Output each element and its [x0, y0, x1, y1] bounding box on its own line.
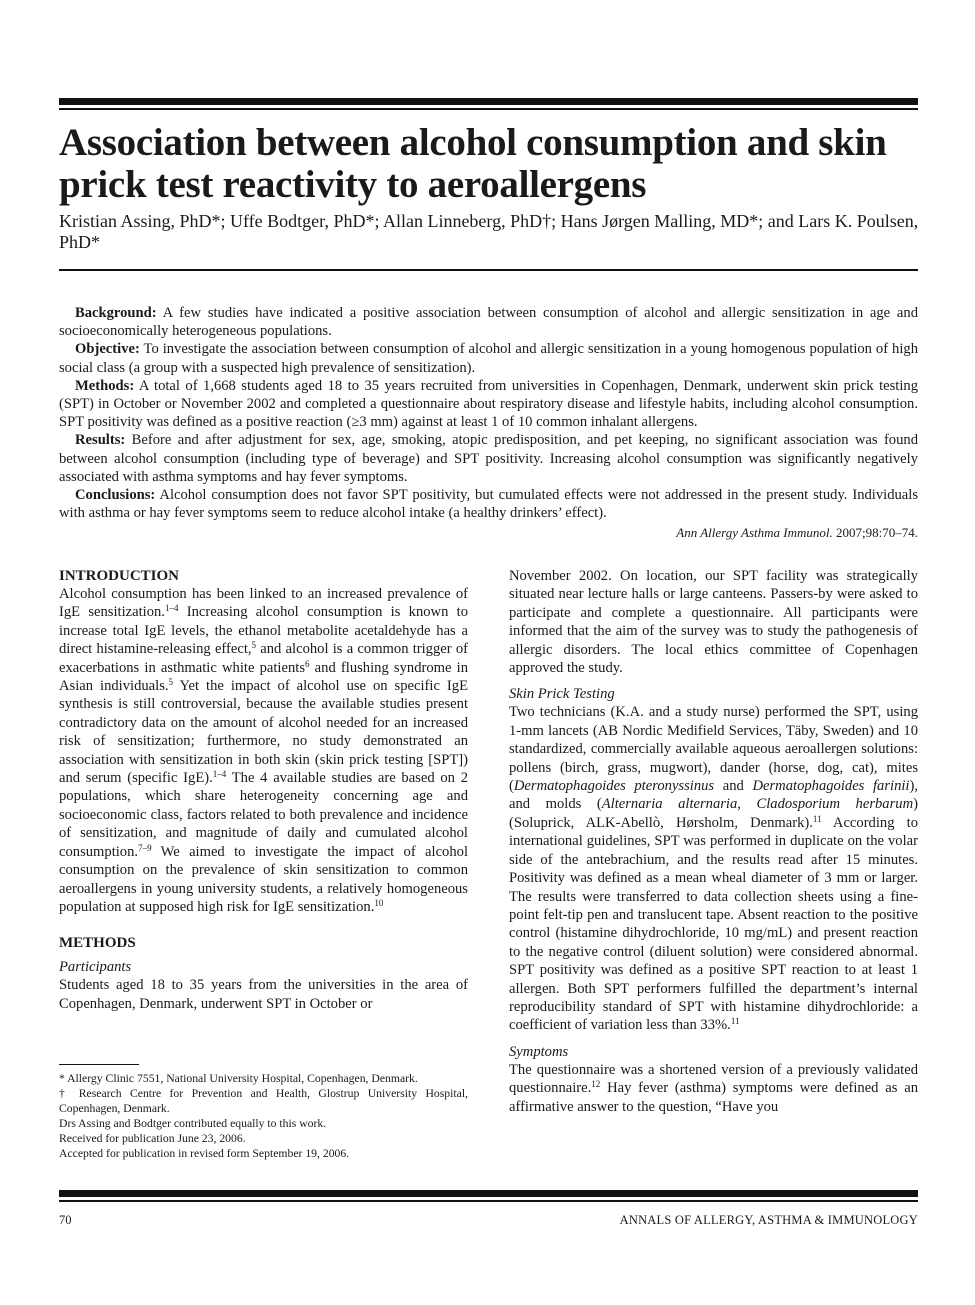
species-name: Alternaria alternaria, Cladosporium herbarum: [601, 796, 914, 813]
body-text: Alcohol consumption has been linked to an increased prevalence of IgE sensitization.: [59, 586, 468, 621]
abstract: [59, 304, 918, 522]
abstract-objective: [59, 340, 918, 376]
citation-ref: 1–4: [164, 603, 179, 614]
spacer: [509, 677, 918, 685]
footnote-received: Received for publication June 23, 2006.: [59, 1132, 246, 1145]
abstract-label: Methods:: [75, 377, 135, 394]
species-name: Dermatophagoides farinii: [752, 778, 910, 795]
spacer: [59, 916, 468, 934]
abstract-label: Results:: [75, 432, 126, 449]
abstract-label: Background:: [75, 305, 157, 321]
body-text: According to international guidelines, SPT was performed in duplicate on the volar side of the antebrachium, and the results read after 15 minutes. Positivity was defined as a mean wheal diameter of 3 mm or larger. The results were transferred to data collection sheets using a fine-point felt-tip pen and translucent tape. Absent reaction to the positive control (histamine dihydrochloride, 10 mg/mL) and present reaction to the negative control (diluent solution) were considered abnormal. SPT positivity was defined as a positive SPT reaction to at least 1 allergen. Both SPT performers fulfilled the department’s internal reproducibility standard of SPT with histamine dihydrochloride: a coefficient of variation less than 33%.: [509, 814, 918, 1034]
footnote-affiliation-2: † Research Centre for Prevention and Health, Glostrup University Hospital, Copenhagen, Denmark.: [59, 1087, 468, 1115]
citation-ref: 1–4: [212, 769, 227, 780]
section-heading-introduction: INTRODUCTION: [59, 568, 180, 584]
body-text: The questionnaire was a shortened version of a previously validated questionnaire.: [509, 1061, 918, 1097]
footnote-equal-contribution: Drs Assing and Bodtger contributed equally to this work.: [59, 1117, 327, 1130]
running-footer-journal: ANNALS OF ALLERGY, ASTHMA & IMMUNOLOGY: [619, 1213, 918, 1227]
participants-paragraph: Students aged 18 to 35 years from the universities in the area of Copenhagen, Denmark, underwent SPT in October or: [59, 977, 468, 1012]
footnotes: [59, 1071, 468, 1161]
abstract-label: Conclusions:: [75, 487, 156, 504]
title-divider-rule: [59, 269, 918, 271]
body-text: ) (Soluprick, ALK-Abellò, Hørsholm, Denmark).: [509, 796, 918, 831]
header-thick-rule: [59, 98, 918, 105]
abstract-text: Before and after adjustment for sex, age, smoking, atopic predisposition, and pet keeping, no significant association was found between alcohol consumption (including type of beverage) and SPT positivity. Increasing alcohol consumption was significantly negatively associated with asthma symptoms and hay fever symptoms.: [59, 432, 918, 485]
subsection-heading-participants: Participants: [59, 959, 132, 976]
abstract-background: [59, 304, 918, 340]
citation-ref: 5: [168, 677, 174, 688]
subsection-heading-skin-prick-testing: Skin Prick Testing: [509, 686, 615, 703]
footnote-affiliation-1: * Allergy Clinic 7551, National University Hospital, Copenhagen, Denmark.: [59, 1072, 418, 1085]
body-text: The 4 available studies are based on 2 populations, which share heterogeneity concerning age and socioeconomic class, factors related to both prevalence and incidence of sensitization, and magnitude of daily and cumulated alcohol consumption.: [59, 770, 468, 860]
body-text: We aimed to investigate the impact of alcohol consumption on the prevalence of skin sensitization to common aeroallergens in young university students, a relatively homogeneous population at supposed high risk for IgE sensitization.: [59, 843, 468, 915]
author-list: Kristian Assing, PhD*; Uffe Bodtger, PhD*; Allan Linneberg, PhD†; Hans Jørgen Malling, MD*; and Lars K. Poulsen, PhD*: [59, 211, 919, 252]
spacer: [509, 1035, 918, 1043]
article-title: Association between alcohol consumption and skin prick test reactivity to aeroallergens: [59, 121, 887, 206]
abstract-text: To investigate the association between consumption of alcohol and allergic sensitization in a young homogenous population of high social class (a group with a suspected high prevalence of sensitization).: [59, 341, 918, 376]
body-text: and alcohol is a common trigger of exacerbations in asthmatic white patients: [59, 641, 468, 676]
footnote-accepted: Accepted for publication in revised form September 19, 2006.: [59, 1147, 350, 1160]
citation-journal: Ann Allergy Asthma Immunol.: [676, 525, 833, 540]
subsection-heading-symptoms: Symptoms: [509, 1043, 569, 1060]
section-heading-methods: METHODS: [59, 935, 136, 952]
body-text: ), and molds (: [509, 778, 919, 813]
journal-citation: [59, 525, 918, 541]
citation-ref: 11: [730, 1016, 740, 1027]
body-text: Two technicians (K.A. and a study nurse) performed the SPT, using 1-mm lancets (AB Nordic Medifield Services, Täby, Sweden) and 10 standardized, commercially available aqueous aeroallergen solutions: pollens (birch, grass, mugwort), dander (horse, dog, cat), mites (: [509, 704, 918, 795]
right-column: [509, 567, 918, 1116]
body-text: Yet the impact of alcohol use on specific IgE synthesis is still controversial, because the available studies present contradictory data on the amount of alcohol needed for an increased risk of sensitization; furthermore, no study demonstrated an association with sensitization in both skin (skin prick testing [SPT]) and serum (specific IgE).: [59, 678, 468, 787]
skin-prick-testing-paragraph: [509, 703, 918, 1034]
body-text: and flushing syndrome in Asian individuals.: [59, 659, 468, 695]
citation-details: 2007;98:70–74.: [836, 525, 918, 540]
citation-ref: 10: [374, 897, 384, 908]
citation-ref: 5: [251, 640, 257, 651]
body-text: Increasing alcohol consumption is known to increase total IgE levels, the ethanol metabolite acetaldehyde has a direct histamine-releasing effect,: [59, 604, 468, 658]
left-column: [59, 567, 468, 1013]
citation-ref: 6: [305, 658, 310, 669]
citation-ref: 12: [591, 1079, 601, 1090]
citation-ref: 11: [812, 813, 822, 824]
abstract-conclusions: [59, 486, 918, 522]
body-text: and: [714, 778, 753, 795]
participants-paragraph-continued: November 2002. On location, our SPT facility was strategically situated near lecture halls or large canteens. Passers-by were asked to participate and complete a questionnaire. All participants were informed that the aim of the survey was to study the pathogenesis of allergic disorders. The local ethics committee of Copenhagen approved the study.: [509, 568, 918, 677]
abstract-label: Objective:: [75, 341, 140, 358]
page-number: 70: [59, 1213, 72, 1227]
footer-thick-rule: [59, 1190, 918, 1197]
abstract-text: A few studies have indicated a positive association between consumption of alcohol and allergic sensitization in age and socioeconomically heterogeneous populations.: [59, 305, 919, 340]
footer-thin-rule: [59, 1200, 918, 1202]
header-thin-rule: [59, 108, 918, 110]
citation-ref: 7–9: [138, 842, 152, 853]
abstract-text: A total of 1,668 students aged 18 to 35 years recruited from universities in Copenhagen, Denmark, underwent skin prick testing (SPT) in October or November 2002 and completed a questionnaire about respiratory disease and lifestyle habits, including alcohol consumption. SPT positivity was defined as a positive reaction (≥3 mm) against at least 1 of 10 common inhalant allergens.: [59, 377, 918, 431]
abstract-methods: [59, 377, 918, 432]
species-name: Dermatophagoides pteronyssinus: [513, 778, 715, 795]
abstract-text: Alcohol consumption does not favor SPT positivity, but cumulated effects were not addressed in the present study. Individuals with asthma or hay fever symptoms seem to reduce alcohol intake (a healthy drinkers’ effect).: [59, 487, 919, 522]
body-text: Hay fever (asthma) symptoms were defined as an affirmative answer to the question, “Have you: [509, 1080, 918, 1115]
abstract-results: [59, 431, 918, 486]
footnote-rule: [59, 1064, 139, 1065]
symptoms-paragraph: [509, 1061, 918, 1116]
introduction-paragraph: [59, 585, 468, 916]
